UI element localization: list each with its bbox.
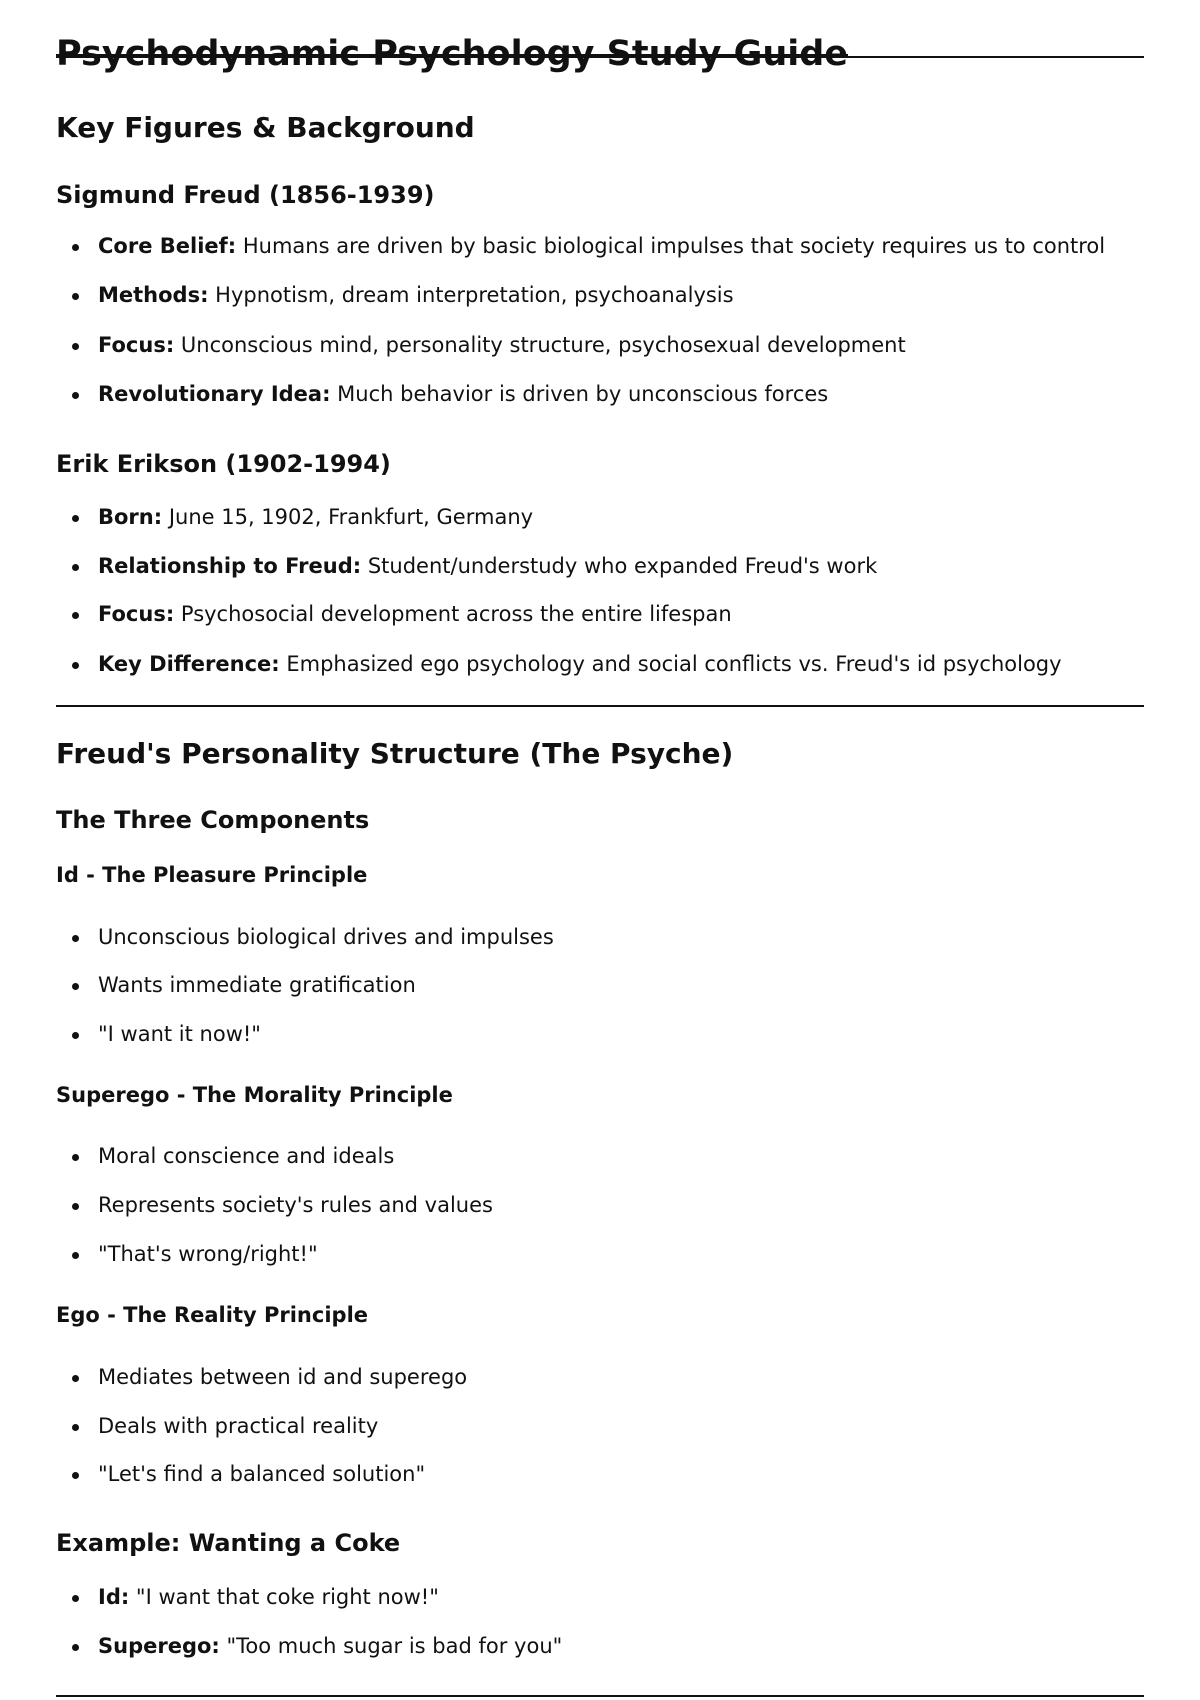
- subheading-erikson: Erik Erikson (1902-1994): [56, 450, 391, 478]
- list-item: Unconscious biological drives and impulses: [98, 922, 554, 952]
- item-label: Focus:: [98, 602, 175, 626]
- subheading-id: Id - The Pleasure Principle: [56, 863, 368, 887]
- list-item: Deals with practical reality: [98, 1411, 378, 1441]
- list-item: "Let's find a balanced solution": [98, 1459, 425, 1489]
- section-heading-key-figures: Key Figures & Background: [56, 111, 475, 144]
- list-item: Represents society's rules and values: [98, 1190, 493, 1220]
- item-label: Relationship to Freud:: [98, 554, 362, 578]
- item-label: Superego:: [98, 1634, 220, 1658]
- item-text: Psychosocial development across the entire lifespan: [174, 602, 732, 626]
- item-text: Unconscious mind, personality structure, psychosexual development: [174, 333, 906, 357]
- item-label: Core Belief:: [98, 234, 237, 258]
- list-item: Mediates between id and superego: [98, 1362, 467, 1392]
- list-item: [98, 280, 734, 310]
- list-item: "I want it now!": [98, 1019, 261, 1049]
- list-item: [98, 379, 828, 409]
- list-item: [98, 599, 732, 629]
- item-label: Methods:: [98, 283, 209, 307]
- item-text: "Too much sugar is bad for you": [219, 1634, 563, 1658]
- item-label: Id:: [98, 1585, 130, 1609]
- page-title: Psychodynamic Psychology Study Guide: [56, 34, 849, 74]
- subheading-example: Example: Wanting a Coke: [56, 1529, 401, 1557]
- subheading-three-components: The Three Components: [56, 806, 370, 834]
- list-item: [98, 231, 1105, 261]
- list-item: [98, 1631, 562, 1661]
- list-item: Moral conscience and ideals: [98, 1141, 394, 1171]
- item-text: Humans are driven by basic biological impulses that society requires us to control: [236, 234, 1106, 258]
- section-divider: [56, 1695, 1144, 1697]
- item-label: Key Difference:: [98, 652, 280, 676]
- list-item: [98, 330, 906, 360]
- item-text: Much behavior is driven by unconscious forces: [330, 382, 829, 406]
- item-text: Hypnotism, dream interpretation, psychoanalysis: [208, 283, 734, 307]
- list-item: [98, 551, 877, 581]
- list-item: "That's wrong/right!": [98, 1239, 318, 1269]
- item-label: Focus:: [98, 333, 175, 357]
- list-item: Wants immediate gratification: [98, 970, 416, 1000]
- title-rule: [56, 56, 1144, 58]
- list-item: [98, 649, 1062, 679]
- item-text: Emphasized ego psychology and social conflicts vs. Freud's id psychology: [279, 652, 1062, 676]
- list-item: [98, 1582, 439, 1612]
- subheading-freud: Sigmund Freud (1856-1939): [56, 181, 435, 209]
- list-item: [98, 502, 533, 532]
- section-divider: [56, 705, 1144, 707]
- item-label: Born:: [98, 505, 163, 529]
- item-text: "I want that coke right now!": [129, 1585, 439, 1609]
- item-text: Student/understudy who expanded Freud's work: [361, 554, 878, 578]
- subheading-superego: Superego - The Morality Principle: [56, 1083, 453, 1107]
- subheading-ego: Ego - The Reality Principle: [56, 1303, 369, 1327]
- item-text: June 15, 1902, Frankfurt, Germany: [162, 505, 534, 529]
- section-heading-personality: Freud's Personality Structure (The Psyche): [56, 737, 734, 770]
- item-label: Revolutionary Idea:: [98, 382, 331, 406]
